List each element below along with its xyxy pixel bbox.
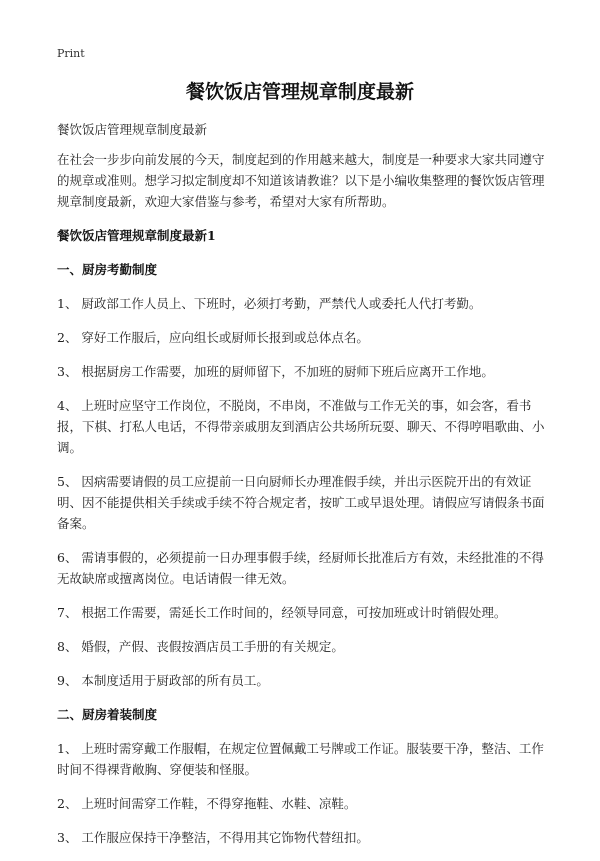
rule-item: 9、 本制度适用于厨政部的所有员工。 <box>57 673 269 688</box>
rule-item: 2、 穿好工作服后，应向组长或厨师长报到或总体点名。 <box>57 330 369 345</box>
rule-item: 1、 厨政部工作人员上、下班时，必须打考勤，严禁代人或委托人代打考勤。 <box>57 296 482 311</box>
rule-item: 8、 婚假，产假、丧假按酒店员工手册的有关规定。 <box>57 639 344 654</box>
document-title: 餐饮饭店管理规章制度最新 <box>185 81 414 103</box>
rule-item: 7、 根据工作需要，需延长工作时间的，经领导同意，可按加班或计时销假处理。 <box>57 605 507 620</box>
rule-item: 1、 上班时需穿戴工作服帽，在规定位置佩戴工号牌或工作证。服装要干净，整洁、工作时间不得裸背敞胸、穿便装和怪服。 <box>57 741 544 777</box>
rule-item: 5、 因病需要请假的员工应提前一日向厨师长办理准假手续，并出示医院开出的有效证明、因不能提供相关手续或手续不符合规定者，按旷工或早退处理。请假应写请假条书面备案。 <box>57 474 545 531</box>
rule-item: 2、 上班时间需穿工作鞋，不得穿拖鞋、水鞋、凉鞋。 <box>57 796 357 811</box>
document-body <box>57 119 545 861</box>
intro-paragraph: 在社会一步步向前发展的今天，制度起到的作用越来越大，制度是一种要求大家共同遵守的规章或准则。想学习拟定制度却不知道该请教谁？以下是小编收集整理的餐饮饭店管理规章制度最新，欢迎大家借鉴与参考，希望对大家有所帮助。 <box>57 152 545 209</box>
rule-item: 3、 工作服应保持干净整洁，不得用其它饰物代替纽扣。 <box>57 830 369 845</box>
rule-item: 4、 上班时应坚守工作岗位，不脱岗，不串岗，不准做与工作无关的事，如会客，看书报，下棋、打私人电话，不得带亲戚朋友到酒店公共场所玩耍、聊天、不得哼唱歌曲、小调。 <box>57 398 545 455</box>
document-heading: 餐饮饭店管理规章制度最新1 <box>57 228 216 243</box>
section-heading-attendance: 一、厨房考勤制度 <box>57 262 158 277</box>
section-heading-dress-code: 二、厨房着装制度 <box>57 707 158 722</box>
print-label: Print <box>57 47 85 60</box>
rule-item: 6、 需请事假的，必须提前一日办理事假手续，经厨师长批准后方有效，未经批准的不得无故缺席或擅离岗位。电话请假一律无效。 <box>57 550 544 586</box>
document-subtitle: 餐饮饭店管理规章制度最新 <box>57 122 208 137</box>
rule-item: 3、 根据厨房工作需要，加班的厨师留下，不加班的厨师下班后应离开工作地。 <box>57 364 494 379</box>
